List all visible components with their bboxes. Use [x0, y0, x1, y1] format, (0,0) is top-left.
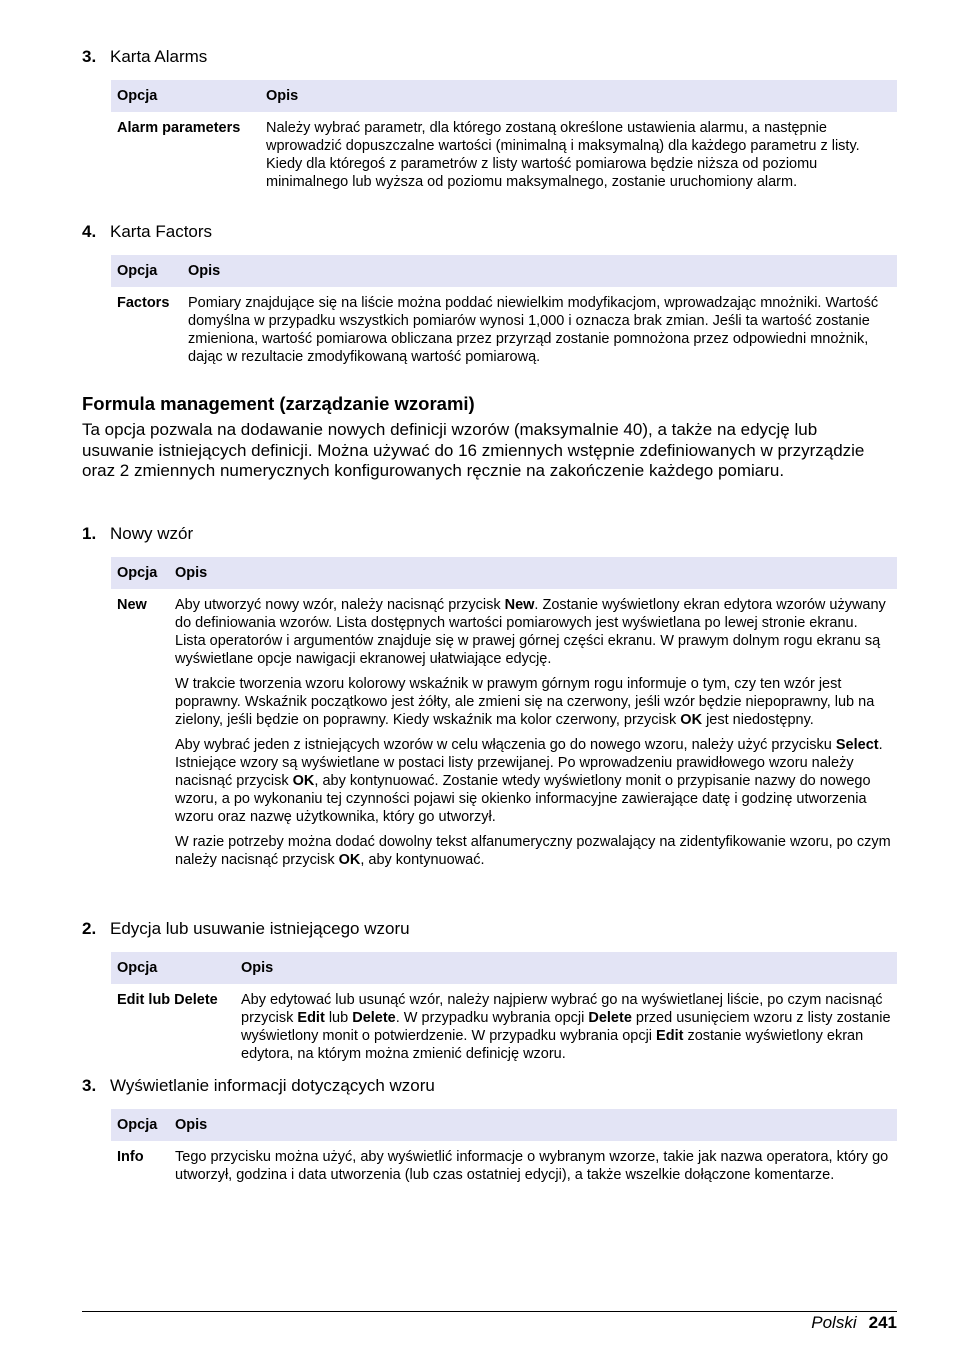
option-description: Należy wybrać parametr, dla którego zostaną określone ustawienia alarmu, a następnie wprowadzić dopuszczalne wartości (minimalną i maksymalną) dla każdego parametru z listy. Kiedy dla któregoś z parametrów z listy wartość pomiarowa będzie niższa od poziomu minimalnego lub wyższa od poziomu maksymalnego, zostanie uruchomiony alarm. [266, 120, 860, 190]
table-header-row [111, 1109, 897, 1141]
description-paragraph: W trakcie tworzenia wzoru kolorowy wskaźnik w prawym górnym rogu informuje o tym, czy ten wzór jest poprawny. Wskaźnik początkowo jest żółty, ale zmieni się na czerwony, jeśli wzór będzie niepoprawny, lub na zielony, jeśli będzie on poprawny. Kiedy wskaźnik ma kolor czerwony, przycisk OK jest niedostępny. [175, 676, 875, 728]
col-header-option: Opcja [111, 80, 260, 112]
footer-divider [82, 1311, 897, 1312]
step-title: Karta Factors [110, 222, 213, 241]
option-name: Factors [117, 295, 170, 311]
table-header-row [111, 255, 897, 287]
table-row [111, 984, 897, 1063]
step-title: Edycja lub usuwanie istniejącego wzoru [110, 919, 410, 938]
step-title: Wyświetlanie informacji dotyczących wzoru [110, 1076, 435, 1095]
description-paragraph: Aby wybrać jeden z istniejących wzorów w celu włączenia go do nowego wzoru, należy użyć przycisku Select. Istniejące wzory są wyświetlane w postaci listy przewijanej. Po wprowadzeniu prawidłowego wzoru należy nacisnąć przycisk OK, aby kontynuować. Zostanie wtedy wyświetlony monit o przypisanie nazwy do nowego wzoru, a po wykonaniu tej czynności pojawi się okienko informacyjne zawierające datę i godzinę utworzenia wzoru oraz nazwę użytkownika, który go utworzył. [175, 737, 883, 825]
col-header-description: Opis [260, 80, 897, 112]
step-alarms [82, 47, 207, 67]
col-header-option: Opcja [111, 557, 169, 589]
option-description [169, 589, 897, 876]
step-number: 4. [82, 222, 97, 241]
table-header-row [111, 80, 897, 112]
step-edit-formula [82, 919, 410, 939]
option-description: Aby edytować lub usunąć wzór, należy najpierw wybrać go na wyświetlanej liście, po czym nacisnąć przycisk Edit lub Delete. W przypadku wybrania opcji Delete przed usunięciem wzoru z listy zostanie wyświetlony monit o potwierdzenie. W przypadku wybrania opcji Edit zostanie wyświetlony ekran edytora, na którym można zmienić definicję wzoru. [241, 992, 891, 1062]
table-row [111, 112, 897, 191]
table-header-row [111, 557, 897, 589]
step-number: 1. [82, 524, 97, 543]
option-description: Tego przycisku można użyć, aby wyświetlić informacje o wybranym wzorze, takie jak nazwa operatora, który go utworzył, godzina i data utworzenia (lub czas ostatniej edycji), a także wszelkie dołączone komentarze. [175, 1149, 889, 1183]
step-number: 2. [82, 919, 97, 938]
step-number: 3. [82, 47, 97, 66]
col-header-option: Opcja [111, 1109, 169, 1141]
info-formula-table [111, 1109, 897, 1184]
alarms-table [111, 80, 897, 191]
step-info-formula [82, 1076, 435, 1096]
option-name: New [117, 597, 147, 613]
section-intro: Ta opcja pozwala na dodawanie nowych definicji wzorów (maksymalnie 40), a także na edycję lub usuwanie istniejących definicji. Można używać do 16 zmiennych wstępnie zdefiniowanych w przyrządzie oraz 2 zmiennych numerycznych konfigurowanych ręcznie na zakończenie każdego pomiaru. [82, 420, 865, 480]
step-title: Karta Alarms [110, 47, 208, 66]
col-header-description: Opis [182, 255, 897, 287]
table-row [111, 589, 897, 876]
col-header-description: Opis [235, 952, 897, 984]
option-name: Info [117, 1149, 144, 1165]
section-heading: Formula management (zarządzanie wzorami) [82, 393, 475, 414]
edit-formula-table [111, 952, 897, 1063]
option-description: Pomiary znajdujące się na liście można poddać niewielkim modyfikacjom, wprowadzając mnożniki. Wartość domyślna w przypadku wszystkich pomiarów wynosi 1,000 i oznacza brak zmian. Jeśli ta wartość zostanie zmieniona, wartość pomiarowa obliczana przez przyrząd zostanie pomnożona przez odpowiedni mnożnik, dając w rezultacie zmodyfikowaną wartość pomiarową. [188, 295, 879, 365]
option-name: Alarm parameters [117, 120, 241, 136]
col-header-description: Opis [169, 557, 897, 589]
table-row [111, 287, 897, 366]
page-number: 241 [868, 1313, 897, 1332]
table-row [111, 1141, 897, 1184]
step-new-formula [82, 524, 193, 544]
step-number: 3. [82, 1076, 97, 1095]
description-paragraph: Aby utworzyć nowy wzór, należy nacisnąć przycisk New. Zostanie wyświetlony ekran edytora wzorów używany do definiowania wzorów. Lista dostępnych wartości pomiarowych jest wyświetlana po lewej stronie ekranu. Lista operatorów i argumentów znajduje się w prawej górnej części ekranu. W prawym dolnym rogu ekranu są wyświetlane opcje nawigacji ekranowej ułatwiające edycję. [175, 597, 886, 667]
step-title: Nowy wzór [110, 524, 194, 543]
description-paragraph: W razie potrzeby można dodać dowolny tekst alfanumeryczny pozwalający na zidentyfikowanie wzoru, po czym należy nacisnąć przycisk OK, aby kontynuować. [175, 834, 891, 868]
factors-table [111, 255, 897, 366]
table-header-row [111, 952, 897, 984]
footer-language: Polski [811, 1313, 857, 1332]
col-header-description: Opis [169, 1109, 897, 1141]
col-header-option: Opcja [111, 952, 235, 984]
option-name: Edit lub Delete [117, 992, 218, 1008]
step-factors [82, 222, 212, 242]
new-formula-table [111, 557, 897, 876]
page-footer [811, 1313, 897, 1333]
col-header-option: Opcja [111, 255, 182, 287]
